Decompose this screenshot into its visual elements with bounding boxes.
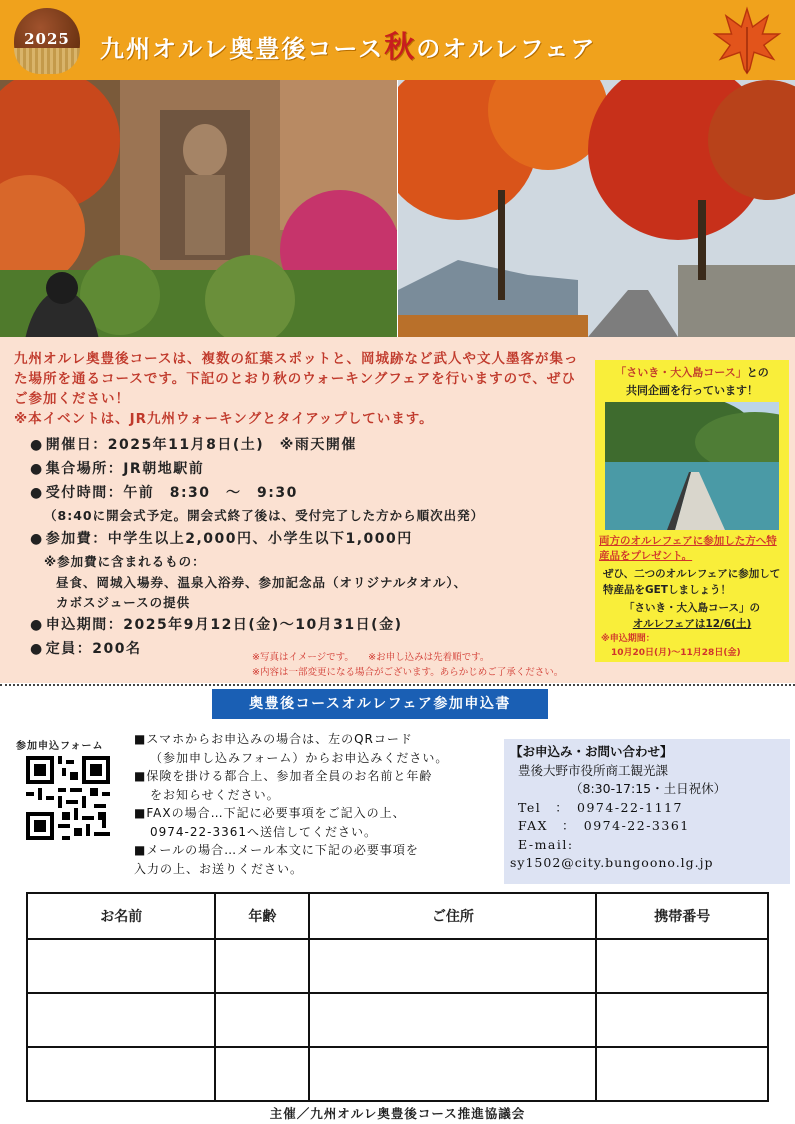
instr-email: ■メールの場合…メール本文に下記の必要事項を (134, 843, 419, 857)
phone-cell[interactable] (596, 1047, 768, 1101)
table-header-row (27, 893, 768, 939)
header-address: ご住所 (309, 893, 596, 939)
name-cell[interactable] (27, 939, 215, 993)
name-cell[interactable] (27, 1047, 215, 1101)
maple-leaf-icon (712, 6, 782, 76)
header-phone: 携帯番号 (596, 893, 768, 939)
chestnut-cap (14, 48, 80, 74)
header-age: 年齢 (215, 893, 309, 939)
photo-autumn-trail (398, 80, 795, 337)
joint-fair-date: 「さいき・大入島コース」の オルレフェアは12/6(土) (624, 602, 760, 630)
note-2: ※内容は一部変更になる場合がございます。あらかじめご了承ください。 (252, 667, 564, 678)
instr-fax: ■FAXの場合…下記に必要事項をご記入の上、 (134, 806, 406, 820)
joint-period: ※申込期間： 10月20日(月)～11月28日(金) (601, 634, 741, 658)
age-cell[interactable] (215, 993, 309, 1047)
note-1: ※写真はイメージです。 ※お申し込みは先着順です。 (252, 652, 490, 663)
address-cell[interactable] (309, 993, 596, 1047)
application-title: 奥豊後コースオルレフェア参加申込書 (212, 689, 548, 719)
header-banner (0, 0, 795, 80)
fee-includes-1: 昼食、岡城入場券、温泉入浴券、参加記念品（オリジナルタオル）、 (56, 575, 468, 590)
fee-includes-title: ※参加費に含まれるもの： (44, 554, 206, 569)
title-highlight: 秋 (384, 30, 417, 65)
instr-qr: ■スマホからお申込みの場合は、左のQRコード (134, 732, 413, 746)
intro-paragraph: 九州オルレ奥豊後コースは、複数の紅葉スポットと、岡城跡など武人や文人墨客が集った場所を通るコースです。下記のとおり秋のウォーキングフェアを行いますので、ぜひご参加ください！ (14, 351, 579, 407)
organizer-footer: 主催／九州オルレ奥豊後コース推進協議会 (269, 1106, 526, 1121)
fee-includes-2: カボスジュースの提供 (56, 595, 191, 610)
contact-fax[interactable]: FAX ： 0974-22-3361 (518, 818, 690, 833)
detail-place: ● 集合場所：JR朝地駅前 (30, 461, 205, 477)
name-cell[interactable] (27, 993, 215, 1047)
contact-office: 豊後大野市役所商工観光課 (518, 762, 669, 778)
contact-box (504, 739, 790, 884)
year-badge: 2025 (24, 30, 70, 48)
detail-period: ● 申込期間：2025年9月12日(金)～10月31日(金) (30, 617, 403, 633)
title-suffix: のオルレフェア (416, 35, 597, 63)
joint-event-heading: 「さいき・大入島コース」との 共同企画を行っています！ (595, 364, 789, 400)
photo-stone-buddha-autumn (0, 80, 397, 337)
contact-hours: （8:30-17:15・土日祝休） (570, 781, 727, 796)
detail-fee: ● 参加費：中学生以上2,000円、小学生以下1,000円 (30, 531, 413, 547)
contact-email[interactable]: sy1502@city.bungoono.lg.jp (510, 855, 714, 870)
joint-event-line2: 共同企画を行っています！ (626, 384, 758, 397)
tieup-note: ※本イベントは、JR九州ウォーキングとタイアップしています。 (14, 411, 434, 427)
age-cell[interactable] (215, 939, 309, 993)
contact-heading: 【お申込み・お問い合わせ】 (510, 744, 673, 759)
contact-tel[interactable]: Tel ： 0974-22-1117 (518, 799, 683, 815)
table-row (27, 939, 768, 993)
joint-event-box (595, 360, 789, 662)
detail-date: ● 開催日：2025年11月8日(土) ※雨天開催 (30, 437, 357, 453)
cut-line (0, 684, 795, 686)
qr-code-icon[interactable] (26, 756, 110, 840)
present-offer: 両方のオルレフェアに参加した方へ特産品をプレゼント。 (599, 535, 777, 562)
intro-text (14, 349, 584, 429)
header-name: お名前 (27, 893, 215, 939)
instr-insurance: ■保険を掛ける都合上、参加者全員のお名前と年齢 (134, 769, 433, 783)
title-main: 九州オルレ奥豊後コース (100, 35, 385, 63)
table-row (27, 1047, 768, 1101)
table-row (27, 993, 768, 1047)
page-title (100, 22, 596, 66)
application-form-table (26, 892, 769, 1102)
reception-note: （8:40に開会式予定。開会式終了後は、受付完了した方から順次出発） (44, 508, 485, 523)
detail-capacity: ● 定員：200名 (30, 641, 142, 657)
detail-reception: ● 受付時間：午前 8:30 ～ 9:30 (30, 485, 298, 501)
address-cell[interactable] (309, 939, 596, 993)
joint-course-name: 「さいき・大入島コース」 (615, 366, 747, 379)
notes (252, 650, 563, 680)
application-instructions: ■スマホからお申込みの場合は、左のQRコード （参加申し込みフォーム）からお申込みください。 ■保険を掛ける都合上、参加者全員のお名前と年齢 をお知らせください。 ■FAXの場合…下記に必要事項をご記入の上、 0974-22-3361へ送信してください。 ■メールの場合…メール本文に下記の必要事項を 入力の上、お送りください。 (134, 730, 504, 878)
phone-cell[interactable] (596, 939, 768, 993)
present-encourage: ぜひ、二つのオルレフェアに参加して特産品をGETしましょう！ (603, 568, 781, 596)
address-cell[interactable] (309, 1047, 596, 1101)
qr-label: 参加申込フォーム (16, 741, 104, 752)
age-cell[interactable] (215, 1047, 309, 1101)
photo-island-walkway (605, 402, 779, 530)
phone-cell[interactable] (596, 993, 768, 1047)
contact-email-label: E-mail: (518, 836, 574, 852)
event-details (30, 433, 590, 661)
